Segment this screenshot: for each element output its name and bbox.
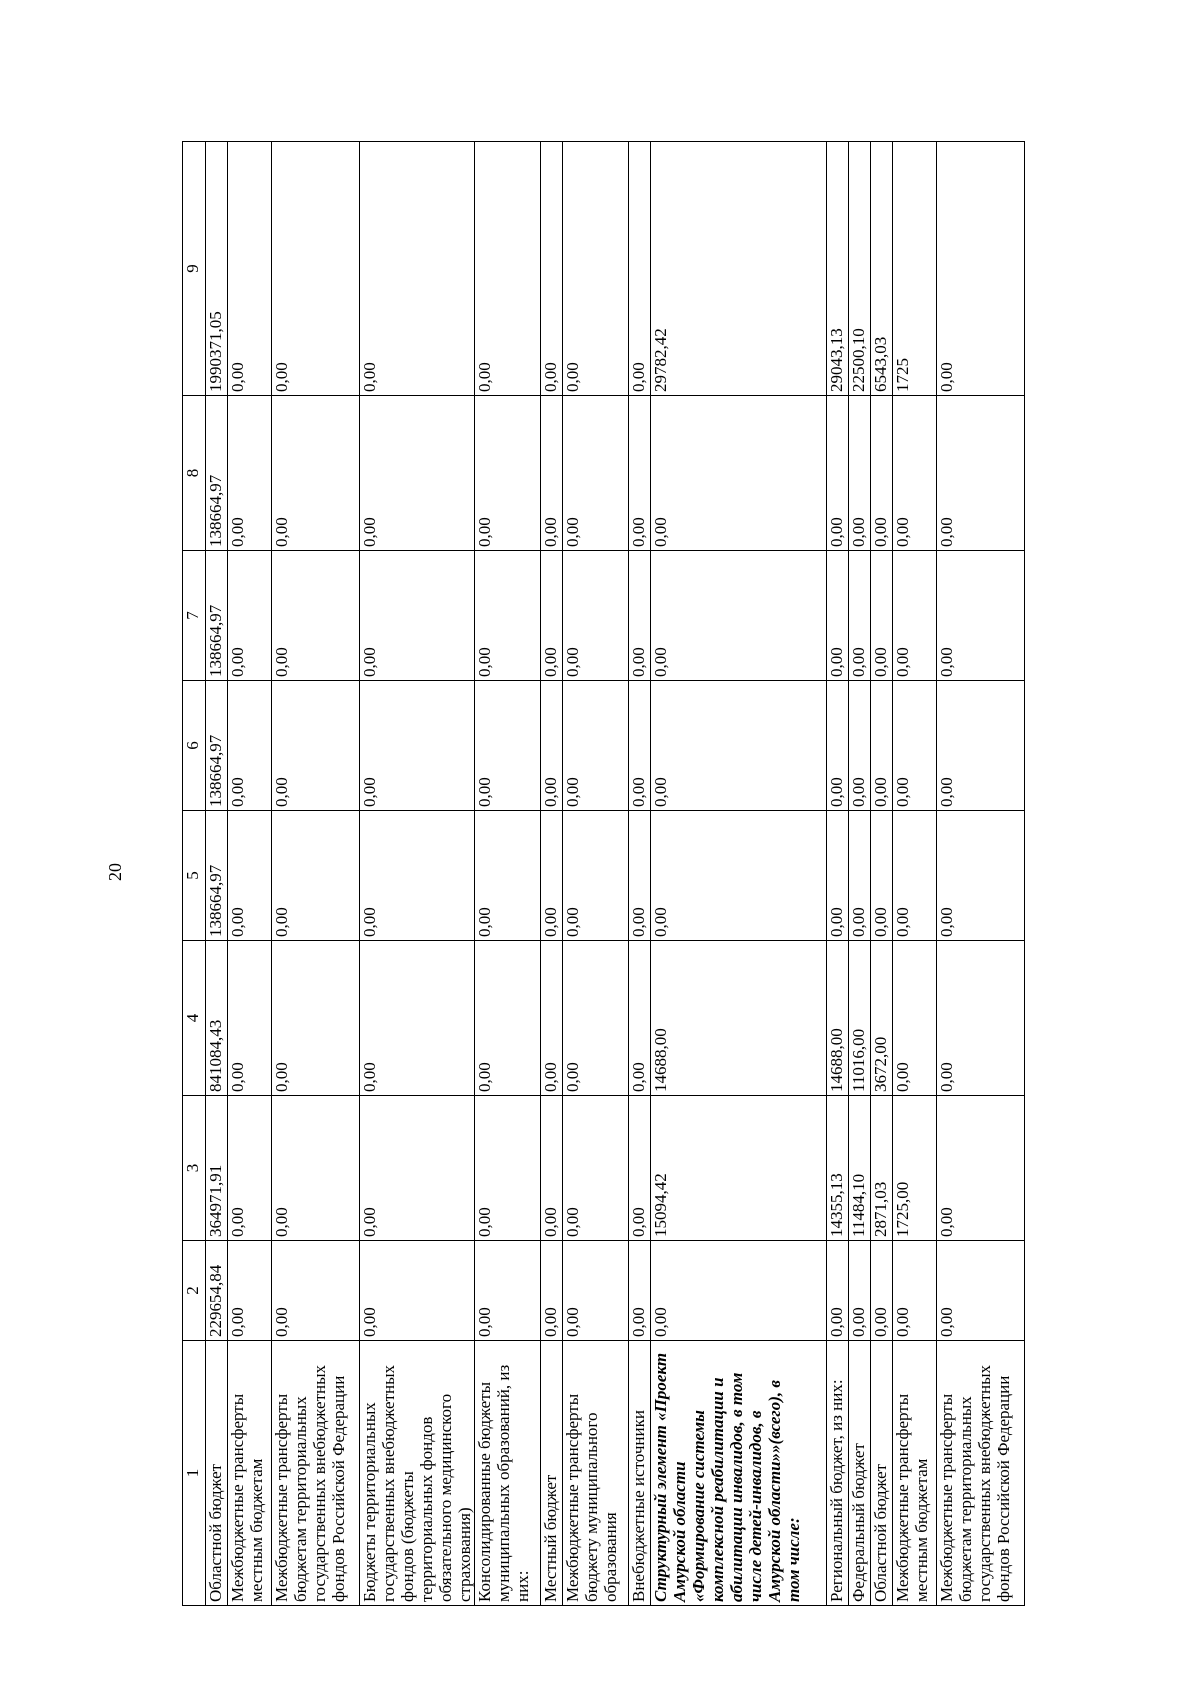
cell-value: 0,00 xyxy=(937,396,1025,551)
cell-value: 2871,03 xyxy=(871,1096,893,1241)
column-header: 2 xyxy=(183,1241,206,1341)
cell-value: 0,00 xyxy=(827,811,849,941)
cell-value: 0,00 xyxy=(475,681,541,811)
cell-value: 0,00 xyxy=(629,941,651,1096)
cell-value: 0,00 xyxy=(937,1096,1025,1241)
cell-value: 0,00 xyxy=(541,551,563,681)
cell-value: 0,00 xyxy=(849,1241,871,1341)
cell-value: 0,00 xyxy=(360,551,475,681)
cell-value: 0,00 xyxy=(475,396,541,551)
row-label: Межбюджетные трансферты бюджету муниципального образования xyxy=(563,1341,629,1606)
cell-value: 0,00 xyxy=(475,941,541,1096)
column-header: 3 xyxy=(183,1096,206,1241)
cell-value: 0,00 xyxy=(563,811,629,941)
budget-table-container xyxy=(182,142,1158,1606)
cell-value: 0,00 xyxy=(937,681,1025,811)
cell-value: 138664,97 xyxy=(206,681,228,811)
cell-value: 3672,00 xyxy=(871,941,893,1096)
cell-value: 6543,03 xyxy=(871,142,893,396)
cell-value: 0,00 xyxy=(629,396,651,551)
cell-value: 0,00 xyxy=(937,551,1025,681)
cell-value: 0,00 xyxy=(849,681,871,811)
table-row xyxy=(228,142,272,1606)
cell-value: 0,00 xyxy=(563,396,629,551)
table-row xyxy=(475,142,541,1606)
row-label: Структурный элемент «Проект Амурской области «Формирование системы комплексной реабилитации и абилитации инвалидов, в том числе детей-инвалидов, в Амурской области»»(всего), в том числе: xyxy=(651,1341,827,1606)
cell-value: 0,00 xyxy=(827,551,849,681)
cell-value: 0,00 xyxy=(541,396,563,551)
cell-value: 0,00 xyxy=(629,142,651,396)
cell-value: 0,00 xyxy=(360,681,475,811)
row-label: Межбюджетные трансферты бюджетам территориальных государственных внебюджетных фондов Российской Федерации xyxy=(272,1341,360,1606)
cell-value: 0,00 xyxy=(893,811,937,941)
cell-value: 0,00 xyxy=(563,1241,629,1341)
cell-value: 0,00 xyxy=(651,396,827,551)
cell-value: 0,00 xyxy=(228,396,272,551)
cell-value: 0,00 xyxy=(871,1241,893,1341)
table-row xyxy=(937,142,1025,1606)
row-label: Местный бюджет xyxy=(541,1341,563,1606)
column-header: 7 xyxy=(183,551,206,681)
column-header: 9 xyxy=(183,142,206,396)
cell-value: 0,00 xyxy=(541,142,563,396)
cell-value: 14688,00 xyxy=(827,941,849,1096)
cell-value: 0,00 xyxy=(228,142,272,396)
column-header: 1 xyxy=(183,1341,206,1606)
cell-value: 0,00 xyxy=(272,1241,360,1341)
cell-value: 0,00 xyxy=(629,551,651,681)
cell-value: 0,00 xyxy=(541,1096,563,1241)
table-row xyxy=(541,142,563,1606)
cell-value: 0,00 xyxy=(541,1241,563,1341)
cell-value: 0,00 xyxy=(629,811,651,941)
cell-value: 0,00 xyxy=(272,142,360,396)
budget-table xyxy=(182,141,1025,1606)
cell-value: 0,00 xyxy=(871,681,893,811)
row-label: Внебюджетные источники xyxy=(629,1341,651,1606)
column-header: 5 xyxy=(183,811,206,941)
cell-value: 0,00 xyxy=(937,811,1025,941)
cell-value: 0,00 xyxy=(871,551,893,681)
cell-value: 0,00 xyxy=(937,142,1025,396)
cell-value: 0,00 xyxy=(563,941,629,1096)
row-label: Областной бюджет xyxy=(206,1341,228,1606)
row-label: Межбюджетные трансферты бюджетам территориальных государственных внебюджетных фондов Российской Федерации xyxy=(937,1341,1025,1606)
cell-value: 0,00 xyxy=(849,396,871,551)
cell-value: 0,00 xyxy=(563,142,629,396)
cell-value: 0,00 xyxy=(272,396,360,551)
cell-value: 22500,10 xyxy=(849,142,871,396)
cell-value: 0,00 xyxy=(475,811,541,941)
table-row xyxy=(849,142,871,1606)
cell-value: 0,00 xyxy=(651,551,827,681)
cell-value: 0,00 xyxy=(272,1096,360,1241)
table-row xyxy=(563,142,629,1606)
row-label: Областной бюджет xyxy=(871,1341,893,1606)
column-header: 8 xyxy=(183,396,206,551)
page-number: 20 xyxy=(104,863,125,881)
cell-value: 138664,97 xyxy=(206,811,228,941)
table-row xyxy=(206,142,228,1606)
row-label: Консолидированные бюджеты муниципальных образований, из них: xyxy=(475,1341,541,1606)
cell-value: 0,00 xyxy=(228,681,272,811)
row-label: Федеральный бюджет xyxy=(849,1341,871,1606)
table-row xyxy=(651,142,827,1606)
cell-value: 0,00 xyxy=(937,1241,1025,1341)
table-row xyxy=(360,142,475,1606)
cell-value: 14355,13 xyxy=(827,1096,849,1241)
cell-value: 138664,97 xyxy=(206,396,228,551)
column-header: 4 xyxy=(183,941,206,1096)
cell-value: 0,00 xyxy=(893,1241,937,1341)
cell-value: 0,00 xyxy=(272,811,360,941)
cell-value: 0,00 xyxy=(893,681,937,811)
cell-value: 0,00 xyxy=(541,811,563,941)
cell-value: 0,00 xyxy=(475,142,541,396)
cell-value: 0,00 xyxy=(827,396,849,551)
cell-value: 229654,84 xyxy=(206,1241,228,1341)
cell-value: 14688,00 xyxy=(651,941,827,1096)
cell-value: 0,00 xyxy=(475,1241,541,1341)
table-row xyxy=(893,142,937,1606)
table-body xyxy=(206,142,1025,1606)
column-header: 6 xyxy=(183,681,206,811)
cell-value: 0,00 xyxy=(849,811,871,941)
cell-value: 0,00 xyxy=(360,811,475,941)
cell-value: 0,00 xyxy=(871,396,893,551)
cell-value: 0,00 xyxy=(651,811,827,941)
cell-value: 0,00 xyxy=(360,1241,475,1341)
cell-value: 0,00 xyxy=(651,681,827,811)
cell-value: 0,00 xyxy=(541,681,563,811)
cell-value: 0,00 xyxy=(893,941,937,1096)
cell-value: 0,00 xyxy=(893,551,937,681)
cell-value: 0,00 xyxy=(228,1096,272,1241)
cell-value: 0,00 xyxy=(272,551,360,681)
cell-value: 0,00 xyxy=(563,1096,629,1241)
cell-value: 29043,13 xyxy=(827,142,849,396)
cell-value: 11484,10 xyxy=(849,1096,871,1241)
cell-value: 0,00 xyxy=(937,941,1025,1096)
row-label: Региональный бюджет, из них: xyxy=(827,1341,849,1606)
cell-value: 15094,42 xyxy=(651,1096,827,1241)
row-label: Межбюджетные трансферты местным бюджетам xyxy=(228,1341,272,1606)
cell-value: 0,00 xyxy=(563,681,629,811)
table-row xyxy=(272,142,360,1606)
cell-value: 29782,42 xyxy=(651,142,827,396)
cell-value: 0,00 xyxy=(629,1241,651,1341)
cell-value: 11016,00 xyxy=(849,941,871,1096)
row-label: Бюджеты территориальных государственных внебюджетных фондов (бюджеты территориальных фондов обязательного медицинского страхования) xyxy=(360,1341,475,1606)
cell-value: 0,00 xyxy=(563,551,629,681)
cell-value: 0,00 xyxy=(228,811,272,941)
cell-value: 0,00 xyxy=(871,811,893,941)
cell-value: 0,00 xyxy=(893,396,937,551)
cell-value: 364971,91 xyxy=(206,1096,228,1241)
header-row xyxy=(183,142,206,1606)
cell-value: 0,00 xyxy=(272,941,360,1096)
table-row xyxy=(871,142,893,1606)
cell-value: 0,00 xyxy=(827,1241,849,1341)
row-label: Межбюджетные трансферты местным бюджетам xyxy=(893,1341,937,1606)
cell-value: 1725,00 xyxy=(893,1096,937,1241)
cell-value: 0,00 xyxy=(228,941,272,1096)
cell-value: 0,00 xyxy=(849,551,871,681)
cell-value: 1725 xyxy=(893,142,937,396)
cell-value: 0,00 xyxy=(228,551,272,681)
table-row xyxy=(629,142,651,1606)
cell-value: 0,00 xyxy=(360,941,475,1096)
cell-value: 0,00 xyxy=(360,142,475,396)
table-row xyxy=(827,142,849,1606)
cell-value: 0,00 xyxy=(475,1096,541,1241)
cell-value: 0,00 xyxy=(651,1241,827,1341)
cell-value: 0,00 xyxy=(475,551,541,681)
cell-value: 0,00 xyxy=(360,396,475,551)
cell-value: 0,00 xyxy=(629,1096,651,1241)
cell-value: 0,00 xyxy=(629,681,651,811)
cell-value: 0,00 xyxy=(228,1241,272,1341)
cell-value: 1990371,05 xyxy=(206,142,228,396)
cell-value: 841084,43 xyxy=(206,941,228,1096)
cell-value: 0,00 xyxy=(541,941,563,1096)
cell-value: 0,00 xyxy=(360,1096,475,1241)
cell-value: 138664,97 xyxy=(206,551,228,681)
cell-value: 0,00 xyxy=(272,681,360,811)
cell-value: 0,00 xyxy=(827,681,849,811)
